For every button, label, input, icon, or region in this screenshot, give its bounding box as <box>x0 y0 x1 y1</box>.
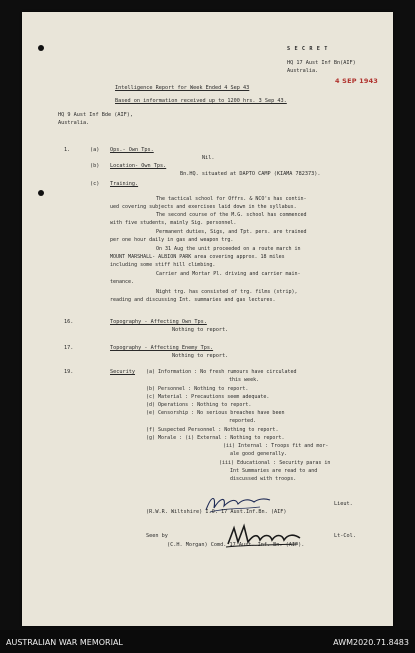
section-number: 17. <box>64 345 74 351</box>
item-heading: Training. <box>110 181 139 187</box>
item-label: (b) <box>90 163 100 169</box>
training-line: The tactical school for Offrs. & NCO's has contin- <box>156 196 307 202</box>
section-heading: Topography - Affecting Enemy Tps. <box>110 345 214 351</box>
hq-line: HQ 17 Aust Inf Bn(AIF) <box>287 60 356 66</box>
seen-by-label: Seen by <box>146 533 168 539</box>
security-line: (ii) Internal : Troops fit and mor- <box>223 443 329 449</box>
security-line: (f) Suspected Personnel : Nothing to report. <box>146 427 279 433</box>
security-line: (a) Information : No fresh rumours have circulated <box>146 369 297 375</box>
addressee-line: HQ 9 Aust Inf Bde (AIF), <box>58 112 133 118</box>
training-line: Permanent duties, Sigs, and Tpt. pers. are trained <box>156 229 307 235</box>
security-line: (d) Operations : Nothing to report. <box>146 402 252 408</box>
section-value: Nothing to report. <box>172 327 229 333</box>
report-title: Intelligence Report for Week Ended 4 Sep 43 <box>115 85 250 91</box>
training-line: including some stiff hill climbing. <box>110 262 216 268</box>
training-line: On 31 Aug the unit proceeded on a route march in <box>156 246 301 252</box>
date-stamp: 4 SEP 1943 <box>335 77 379 85</box>
section-heading: Security <box>110 369 135 375</box>
report-subtitle: Based on information received up to 1200 hrs. 3 Sep 43. <box>115 98 287 104</box>
training-line: per one hour daily in gas and weapon trg. <box>110 237 234 243</box>
security-line: (e) Censorship : No serious breaches have been <box>146 410 285 416</box>
training-line: Carrier and Mortar Pl. driving and carrier main- <box>156 271 301 277</box>
training-line: The second course of the M.G. school has commenced <box>156 212 307 218</box>
security-line: Int Summaries are read to and <box>230 468 318 474</box>
security-line: discussed with troops. <box>230 476 297 482</box>
rank-lieut: Lieut. <box>334 501 353 507</box>
addressee-line: Australia. <box>58 120 90 126</box>
co-name-line: (C.H. Morgan) Comd. 17 Aust. Inf. Bn. (AIF). <box>167 542 305 548</box>
training-line: ued covering subjects and exercises laid down in the syllabus. <box>110 204 297 210</box>
item-label: (a) <box>90 147 100 153</box>
section-heading: Topography - Affecting Own Tps. <box>110 319 207 325</box>
hq-line: Australia. <box>287 68 319 74</box>
section-value: Nothing to report. <box>172 353 229 359</box>
secret-heading: S E C R E T <box>287 46 328 52</box>
training-line: Night trg. has consisted of trg. films (strip), <box>156 289 298 295</box>
training-line: with five students, mainly Sig. personnel. <box>110 220 237 226</box>
section-number: 16. <box>64 319 74 325</box>
training-line: MOUNT MARSHALL- ALBION PARK area covering approx. 18 miles <box>110 254 285 260</box>
rank-ltcol: Lt-Col. <box>334 533 356 539</box>
item-value: Bn.HQ. situated at DAPTO CAMP (KIAMA 782373). <box>180 171 321 177</box>
item-heading: Location- Own Tps. <box>110 163 167 169</box>
document-page <box>22 12 393 626</box>
archive-footer <box>0 630 415 653</box>
security-line: (iii) Educational : Security paras in <box>219 460 331 466</box>
item-label: (c) <box>90 181 100 187</box>
punch-hole <box>38 190 44 196</box>
training-line: tenance. <box>110 279 135 285</box>
security-line: (b) Personnel : Nothing to report. <box>146 386 249 392</box>
security-line: this week. <box>229 377 260 383</box>
security-line: reported. <box>229 418 257 424</box>
security-line: (g) Morale : (i) External : Nothing to report. <box>146 435 285 441</box>
security-line: ale good generally. <box>230 451 288 457</box>
section-number: 1. <box>64 147 71 153</box>
section-number: 19. <box>64 369 74 375</box>
archive-name: AUSTRALIAN WAR MEMORIAL <box>6 638 123 647</box>
security-line: (c) Material : Precautions seem adequate. <box>146 394 270 400</box>
item-value: Nil. <box>202 155 215 161</box>
punch-hole <box>38 45 44 51</box>
archive-id: AWM2020.71.8483 <box>333 638 409 647</box>
item-heading: Ops.- Own Tps. <box>110 147 154 153</box>
training-line: reading and discussing Int. summaries and gas lectures. <box>110 297 276 303</box>
io-name-line: (R.W.R. Wiltshire) I.O. 17 Aust.Inf.Bn. (AIF) <box>146 509 287 515</box>
